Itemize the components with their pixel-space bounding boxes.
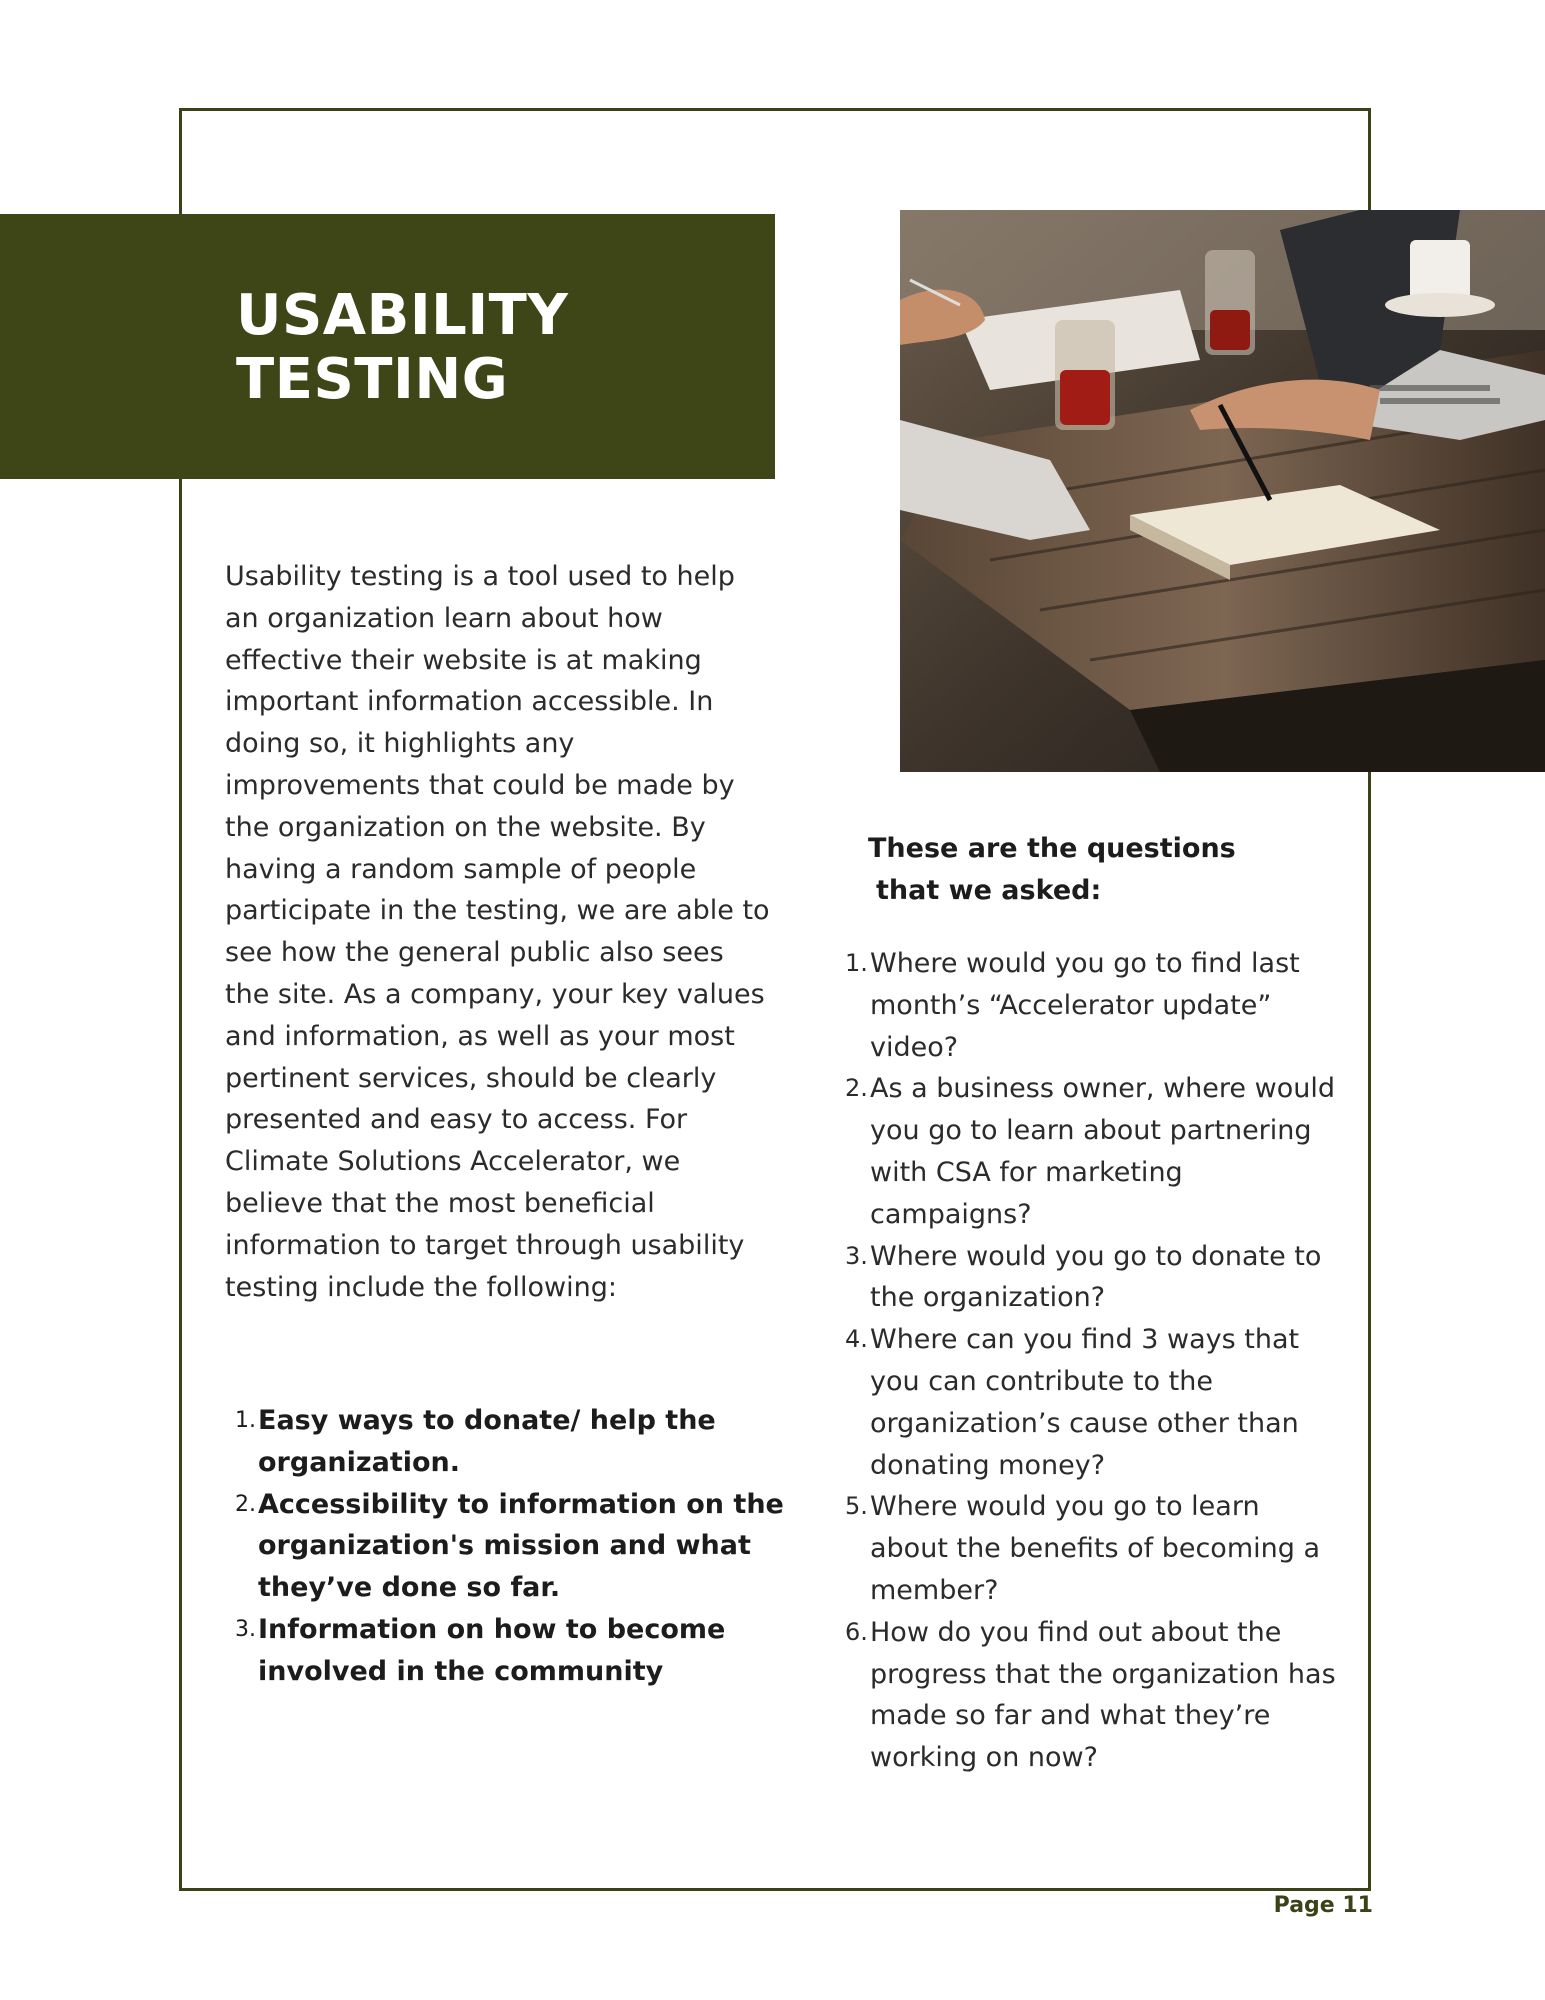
list-item-number: 1. bbox=[845, 949, 868, 977]
list-item-number: 3. bbox=[235, 1616, 256, 1642]
list-item-number: 4. bbox=[845, 1325, 868, 1354]
page-title-line-2: TESTING bbox=[236, 347, 509, 412]
list-item-text: Where can you find 3 ways that you can contribute to the organization’s cause other than donating money? bbox=[870, 1324, 1300, 1481]
questions-heading-line-1: These are the questions bbox=[868, 833, 1236, 864]
list-item bbox=[225, 1400, 785, 1484]
intro-paragraph: Usability testing is a tool used to help an organization learn about how effective their website is at making important information accessible. In doing so, it highlights any improvements that could be made by the organization on the website. By having a random sample of people participate in the testing, we are able to see how the general public also sees the site. As a company, your key values and information, as well as your most pertinent services, should be clearly presented and easy to access. For Climate Solutions Accelerator, we believe that the most beneficial information to target through usability testing include the following: bbox=[225, 561, 770, 1303]
list-item-text: Information on how to become involved in the community bbox=[258, 1613, 726, 1687]
page-title-line-1: USABILITY bbox=[236, 283, 569, 348]
list-item bbox=[837, 943, 1337, 1068]
coworking-table-photo bbox=[900, 210, 1545, 772]
list-item bbox=[837, 1319, 1337, 1486]
list-item bbox=[837, 1236, 1337, 1320]
list-item bbox=[837, 1486, 1337, 1611]
list-item bbox=[225, 1609, 785, 1693]
questions-list bbox=[837, 943, 1337, 1779]
list-item bbox=[225, 1484, 785, 1609]
list-item-number: 2. bbox=[235, 1491, 256, 1517]
list-item-text: Where would you go to learn about the benefits of becoming a member? bbox=[870, 1491, 1320, 1606]
list-item-number: 6. bbox=[845, 1617, 868, 1646]
questions-heading-line-2: that we asked: bbox=[876, 875, 1102, 906]
focus-areas-list bbox=[225, 1400, 785, 1693]
list-item-text: Where would you go to find last month’s “Accelerator update” video? bbox=[870, 948, 1300, 1063]
list-item-text: Where would you go to donate to the organization? bbox=[870, 1240, 1322, 1314]
questions-heading bbox=[868, 828, 1236, 912]
list-item bbox=[837, 1068, 1337, 1235]
list-item-number: 3. bbox=[845, 1241, 868, 1270]
list-item-number: 1. bbox=[235, 1408, 256, 1433]
page-number: Page 11 bbox=[1273, 1893, 1373, 1918]
list-item-number: 2. bbox=[845, 1074, 868, 1103]
page-title bbox=[236, 284, 568, 412]
list-item-text: Easy ways to donate/ help the organization. bbox=[258, 1405, 716, 1478]
list-item-text: As a business owner, where would you go to learn about partnering with CSA for marketing campaigns? bbox=[870, 1073, 1335, 1230]
list-item-number: 5. bbox=[845, 1492, 868, 1521]
list-item bbox=[837, 1612, 1337, 1779]
list-item-text: How do you find out about the progress that the organization has made so far and what they’re working on now? bbox=[870, 1616, 1336, 1774]
list-item-text: Accessibility to information on the organization's mission and what they’ve done so far. bbox=[258, 1488, 784, 1604]
